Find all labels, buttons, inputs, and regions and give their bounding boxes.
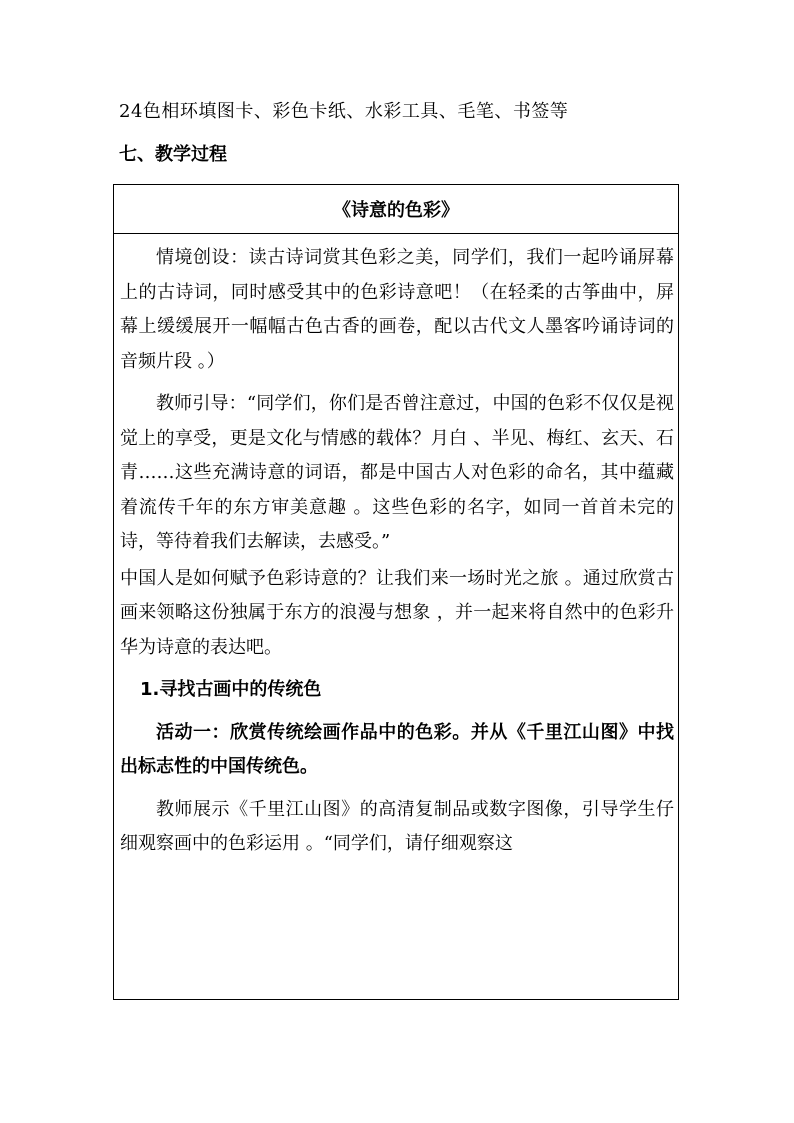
question-paragraph: 中国人是如何赋予色彩诗意的？让我们来一场时光之旅 。通过欣赏古画来领略这份独属于东方的浪漫与想象 ，并一起来将自然中的色彩升华为诗意的表达吧。 <box>120 567 674 658</box>
lesson-title: 《诗意的色彩》 <box>333 200 459 221</box>
teacher-display-paragraph: 教师展示《千里江山图》的高清复制品或数字图像，引导学生仔细观察画中的色彩运用 。“同学们，请仔细观察这 <box>120 798 674 854</box>
activity-one-paragraph: 活动一：欣赏传统绘画作品中的色彩。并从《千里江山图》中找出标志性的中国传统色。 <box>120 721 674 777</box>
scenario-paragraph: 情境创设：读古诗词赏其色彩之美，同学们，我们一起吟诵屏幕上的古诗词，同时感受其中的色彩诗意吧！（在轻柔的古筝曲中，屏幕上缓缓展开一幅幅古色古香的画卷，配以古代文人墨客吟诵诗词的音频片段 。） <box>120 247 674 372</box>
table-title-row <box>114 185 678 234</box>
lesson-table <box>113 184 679 1000</box>
section-heading-teaching-process: 七、教学过程 <box>119 144 227 165</box>
teacher-guide-paragraph: 教师引导：“同学们，你们是否曾注意过，中国的色彩不仅仅是视觉上的享受，更是文化与情感的载体？月白 、半见、梅红、玄天、石青……这些充满诗意的词语，都是中国古人对色彩的命名，其中蕴藏着流传千年的东方审美意趣 。这些色彩的名字，如同一首首未完的诗，等待着我们去解读，去感受。” <box>120 393 674 552</box>
lesson-content-cell <box>120 241 674 862</box>
teaching-materials-line: 24色相环填图卡、彩色卡纸、水彩工具、毛笔、书签等 <box>119 101 569 122</box>
subheading-find-traditional-colors: 1.寻找古画中的传统色 <box>140 679 322 700</box>
